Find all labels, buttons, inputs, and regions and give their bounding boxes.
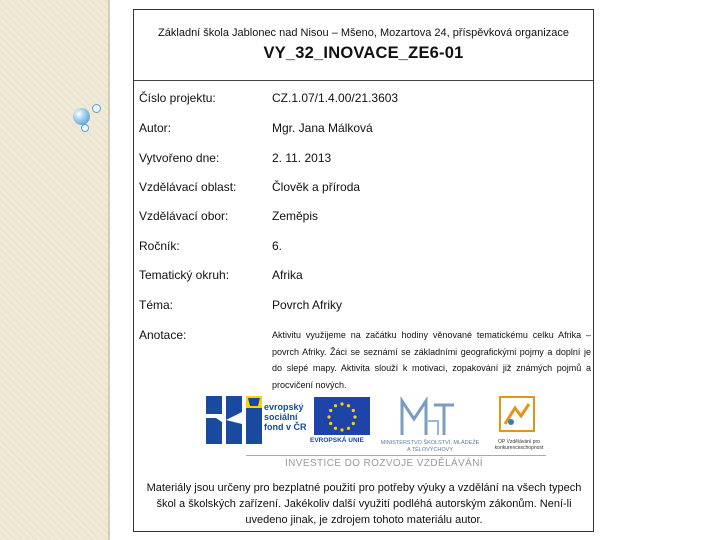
eu-flag-icon bbox=[314, 397, 370, 435]
eu-caption: EVROPSKÁ UNIE bbox=[310, 437, 364, 444]
bubble-decoration-icon bbox=[73, 108, 90, 125]
field-value: 2. 11. 2013 bbox=[272, 151, 332, 165]
field-value: Mgr. Jana Málková bbox=[272, 121, 373, 135]
bubble-decoration-icon bbox=[92, 104, 101, 113]
logo-divider bbox=[246, 455, 546, 456]
field-label: Autor: bbox=[139, 121, 172, 135]
field-value: 6. bbox=[272, 239, 283, 253]
field-value: CZ.1.07/1.4.00/21.3603 bbox=[272, 91, 399, 105]
field-label: Vzdělávací oblast: bbox=[139, 180, 237, 194]
field-value: Afrika bbox=[272, 268, 303, 282]
investice-banner: INVESTICE DO ROZVOJE VZDĚLÁVÁNÍ bbox=[285, 458, 483, 469]
sidebar-divider bbox=[108, 0, 110, 540]
msmt-logo-icon bbox=[398, 395, 462, 439]
op-caption: OP Vzdělávání pro konkurenceschopnost bbox=[494, 439, 544, 451]
footer-notice: Materiály jsou určeny pro bezplatné použití pro potřeby výuky a vzdělání na všech typech škol a školských zařízení. Jakékoliv další využití podléhá autorským zákonům. Není-li uvedeno jinak, je zdrojem tohoto materiálu autor. bbox=[146, 482, 582, 526]
field-label: Ročník: bbox=[139, 239, 180, 253]
field-label: Tematický okruh: bbox=[139, 268, 230, 282]
field-label: Anotace: bbox=[139, 328, 187, 342]
title-divider bbox=[134, 80, 593, 81]
bubble-decoration-icon bbox=[81, 124, 89, 132]
field-label: Téma: bbox=[139, 298, 174, 312]
field-label: Vzdělávací obor: bbox=[139, 209, 229, 223]
field-value: Povrch Afriky bbox=[272, 298, 343, 312]
annotation-text: Aktivitu využijeme na začátku hodiny věnované tematickému celku Afrika – povrch Afriky. Žáci se seznámí se základními geografickými pojmy a doplní je do slepé mapy. Aktivita slouží k motivaci, zopakování již známých pojmů a procvičení nových. bbox=[272, 330, 591, 390]
document-frame bbox=[133, 9, 594, 532]
op-logo-icon bbox=[499, 396, 535, 432]
field-value: Zeměpis bbox=[272, 209, 319, 223]
field-value: Člověk a příroda bbox=[272, 180, 361, 194]
field-label: Číslo projektu: bbox=[139, 91, 216, 105]
funding-logos bbox=[204, 394, 564, 470]
decorative-sidebar bbox=[0, 0, 108, 540]
material-code: VY_32_INOVACE_ZE6-01 bbox=[263, 44, 464, 62]
esf-logo-icon bbox=[204, 394, 264, 446]
field-label: Vytvořeno dne: bbox=[139, 151, 220, 165]
esf-caption: evropský sociální fond v ČR bbox=[264, 402, 307, 432]
school-name: Základní škola Jablonec nad Nisou – Mšeno, Mozartova 24, příspěvková organizace bbox=[158, 27, 569, 39]
msmt-caption: MINISTERSTVO ŠKOLSTVÍ, MLÁDEŽE A TĚLOVÝCHOVY bbox=[380, 440, 480, 453]
